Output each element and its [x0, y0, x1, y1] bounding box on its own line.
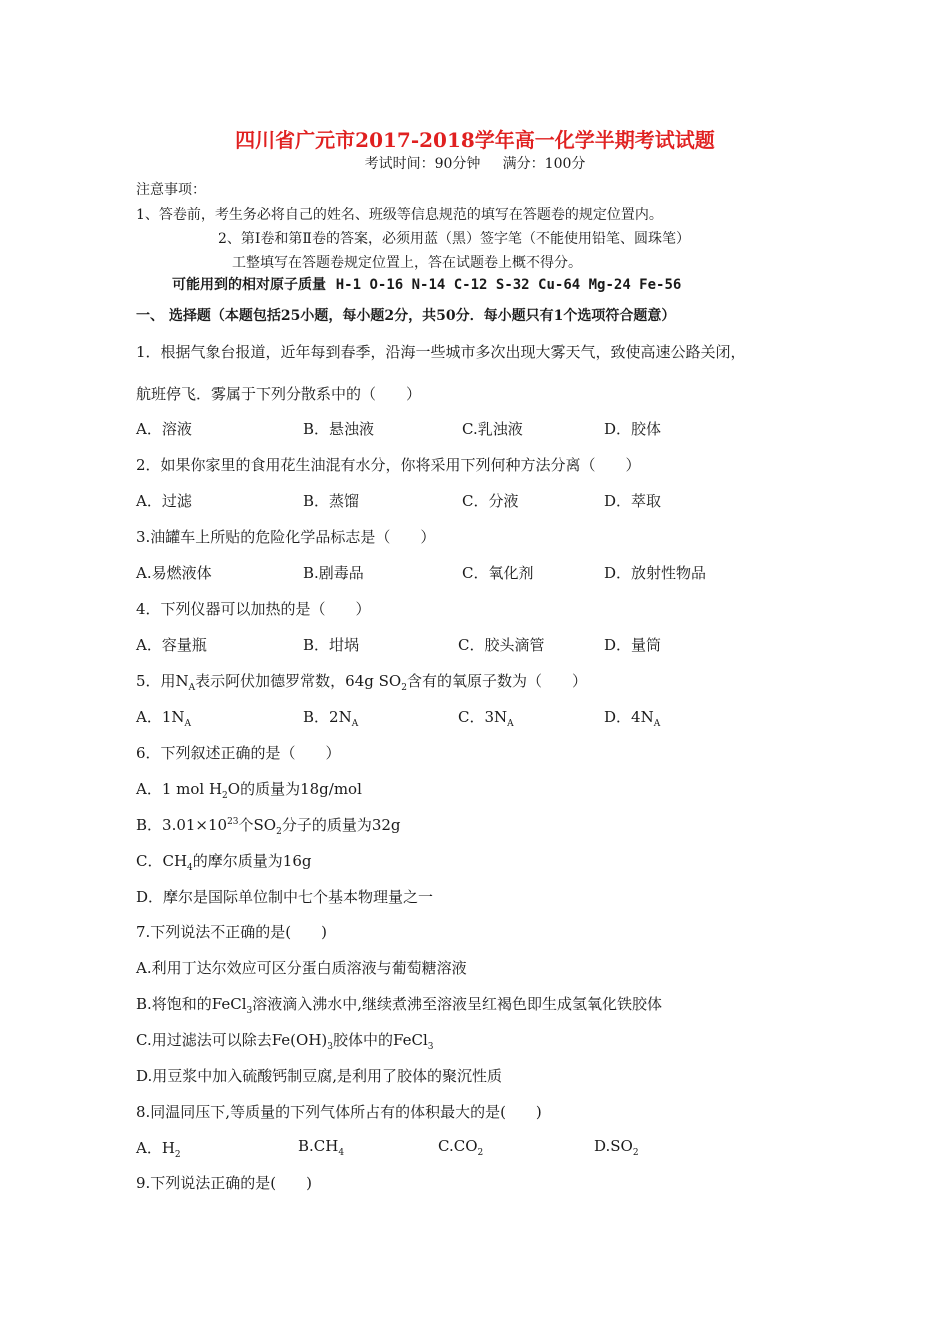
atomic-mass-line — [172, 274, 681, 294]
q6-option-d: D．摩尔是国际单位制中七个基本物理量之一 — [136, 888, 434, 906]
q5-option-b — [303, 706, 358, 729]
q8-option-a — [136, 1137, 181, 1160]
q5-option-d-text: D．4N — [604, 708, 654, 726]
full-score: 满分：100分 — [502, 156, 586, 172]
q8-option-d-sub: 2 — [632, 1148, 639, 1158]
q3-option-d: D．放射性物品 — [604, 564, 707, 582]
q8-option-b — [298, 1137, 344, 1158]
q7-option-b-part1: B.将饱和的FeCl — [136, 995, 247, 1013]
q3-option-b: B.剧毒品 — [303, 564, 364, 582]
q7-option-b — [136, 993, 662, 1016]
q7-option-c — [136, 1029, 433, 1052]
q2-option-d: D．萃取 — [604, 492, 662, 510]
q3-option-c: C．氧化剂 — [462, 564, 534, 582]
section-heading: 一、 选择题（本题包括25小题，每小题2分，共50分．每小题只有1个选项符合题意） — [136, 308, 676, 324]
q5-option-a — [136, 706, 191, 729]
q6-option-b-part1: B．3.01×10 — [136, 816, 228, 834]
notes-heading: 注意事项： — [136, 182, 206, 198]
q6-option-b — [136, 814, 401, 837]
q7-stem: 7.下列说法不正确的是( ) — [136, 923, 328, 941]
q7-option-c-sub2: 3 — [427, 1042, 434, 1052]
note-2a: 2、第Ⅰ卷和第Ⅱ卷的答案，必须用蓝（黑）签字笔（不能使用铅笔、圆珠笔） — [218, 231, 690, 247]
q3-option-a: A.易燃液体 — [136, 564, 212, 582]
q6-option-a-sub: 2 — [222, 791, 228, 801]
atomic-mass-values: H-1 O-16 N-14 C-12 S-32 Cu-64 Mg-24 Fe-56 — [335, 277, 682, 293]
q8-option-b-sub: 4 — [338, 1148, 345, 1158]
q8-option-b-text: B.CH — [298, 1137, 339, 1155]
q5-option-c-text: C．3N — [458, 708, 508, 726]
q6-option-c-sub: 4 — [187, 863, 193, 873]
q7-option-a: A.利用丁达尔效应可区分蛋白质溶液与葡萄糖溶液 — [136, 959, 467, 977]
q8-option-c-sub: 2 — [477, 1148, 484, 1158]
q1-option-d: D．胶体 — [604, 420, 662, 438]
q1-option-b: B．悬浊液 — [303, 420, 375, 438]
q5-option-d — [604, 706, 660, 729]
q6-option-c-part1: C．CH — [136, 852, 188, 870]
q8-option-d-text: D.SO — [594, 1137, 633, 1155]
q5-option-c — [458, 706, 514, 729]
q5-option-b-sub: A — [351, 719, 359, 729]
q5-stem — [136, 670, 587, 693]
q7-option-b-part2: 溶液滴入沸水中,继续煮沸至溶液呈红褐色即生成氢氧化铁胶体 — [252, 995, 663, 1013]
q6-option-b-part3: 分子的质量为32g — [281, 816, 401, 834]
q5-stem-sub2: 2 — [401, 683, 407, 693]
q2-option-a: A．过滤 — [136, 492, 192, 510]
q4-option-c: C．胶头滴管 — [458, 636, 545, 654]
q5-option-c-sub: A — [507, 719, 514, 729]
q5-option-a-sub: A — [184, 719, 192, 729]
q2-stem: 2．如果你家里的食用花生油混有水分，你将采用下列何种方法分离（ ） — [136, 456, 641, 474]
q7-option-c-sub: 3 — [327, 1042, 333, 1052]
q4-option-a: A．容量瓶 — [136, 636, 207, 654]
q1-stem-line1: 1．根据气象台报道，近年每到春季，沿海一些城市多次出现大雾天气，致使高速公路关闭， — [136, 343, 746, 361]
q7-option-c-part1: C.用过滤法可以除去Fe(OH) — [136, 1031, 328, 1049]
q6-option-b-sub: 2 — [276, 827, 282, 837]
q4-option-b: B．坩埚 — [303, 636, 360, 654]
q4-option-d: D．量筒 — [604, 636, 662, 654]
q6-option-a-part1: A．1 mol H — [136, 780, 223, 798]
q8-option-a-sub: 2 — [174, 1150, 181, 1160]
exam-time: 考试时间：90分钟 — [364, 156, 481, 172]
q6-option-a-part2: O的质量为18g/mol — [227, 780, 362, 798]
q5-stem-part2: 表示阿伏加德罗常数，64g SO — [195, 672, 402, 690]
q5-stem-part1: 5．用N — [136, 672, 189, 690]
exam-info — [0, 153, 950, 173]
note-2b: 工整填写在答题卷规定位置上，答在试题卷上概不得分。 — [232, 255, 582, 271]
q5-option-b-text: B．2N — [303, 708, 352, 726]
q6-option-a — [136, 778, 362, 801]
q6-stem: 6．下列叙述正确的是（ ） — [136, 744, 341, 762]
q3-stem: 3.油罐车上所贴的危险化学品标志是（ ） — [136, 528, 436, 546]
q4-stem: 4．下列仪器可以加热的是（ ） — [136, 600, 371, 618]
note-1: 1、答卷前，考生务必将自己的姓名、班级等信息规范的填写在答题卷的规定位置内。 — [136, 207, 663, 223]
q8-option-a-text: A．H — [136, 1139, 175, 1157]
atomic-mass-label: 可能用到的相对原子质量 — [172, 277, 326, 293]
q7-option-d: D.用豆浆中加入硫酸钙制豆腐,是利用了胶体的聚沉性质 — [136, 1067, 503, 1085]
q2-option-b: B．蒸馏 — [303, 492, 360, 510]
q5-stem-part3: 含有的氧原子数为（ ） — [406, 672, 587, 690]
q5-option-a-text: A．1N — [136, 708, 185, 726]
q2-option-c: C．分液 — [462, 492, 519, 510]
q9-stem: 9.下列说法正确的是( ) — [136, 1174, 313, 1192]
q1-option-a: A．溶液 — [136, 420, 192, 438]
q8-option-c-text: C.CO — [438, 1137, 478, 1155]
q7-option-c-part2: 胶体中的FeCl — [333, 1031, 428, 1049]
q6-option-b-sup: 23 — [227, 817, 239, 827]
q8-option-c — [438, 1137, 483, 1158]
q5-option-d-sub: A — [653, 719, 661, 729]
exam-title: 四川省广元市2017-2018学年高一化学半期考试试题 — [235, 128, 715, 152]
q6-option-b-part2: 个SO — [238, 816, 277, 834]
q8-stem: 8.同温同压下,等质量的下列气体所占有的体积最大的是( ) — [136, 1103, 542, 1121]
q1-stem-line2: 航班停飞．雾属于下列分散系中的（ ） — [136, 385, 422, 403]
q1-option-c: C.乳浊液 — [462, 420, 523, 438]
q8-option-d — [594, 1137, 639, 1158]
q6-option-c-part2: 的摩尔质量为16g — [192, 852, 312, 870]
q7-option-b-sub: 3 — [246, 1006, 253, 1016]
q6-option-c — [136, 850, 311, 873]
q5-stem-sub1: A — [188, 683, 196, 693]
